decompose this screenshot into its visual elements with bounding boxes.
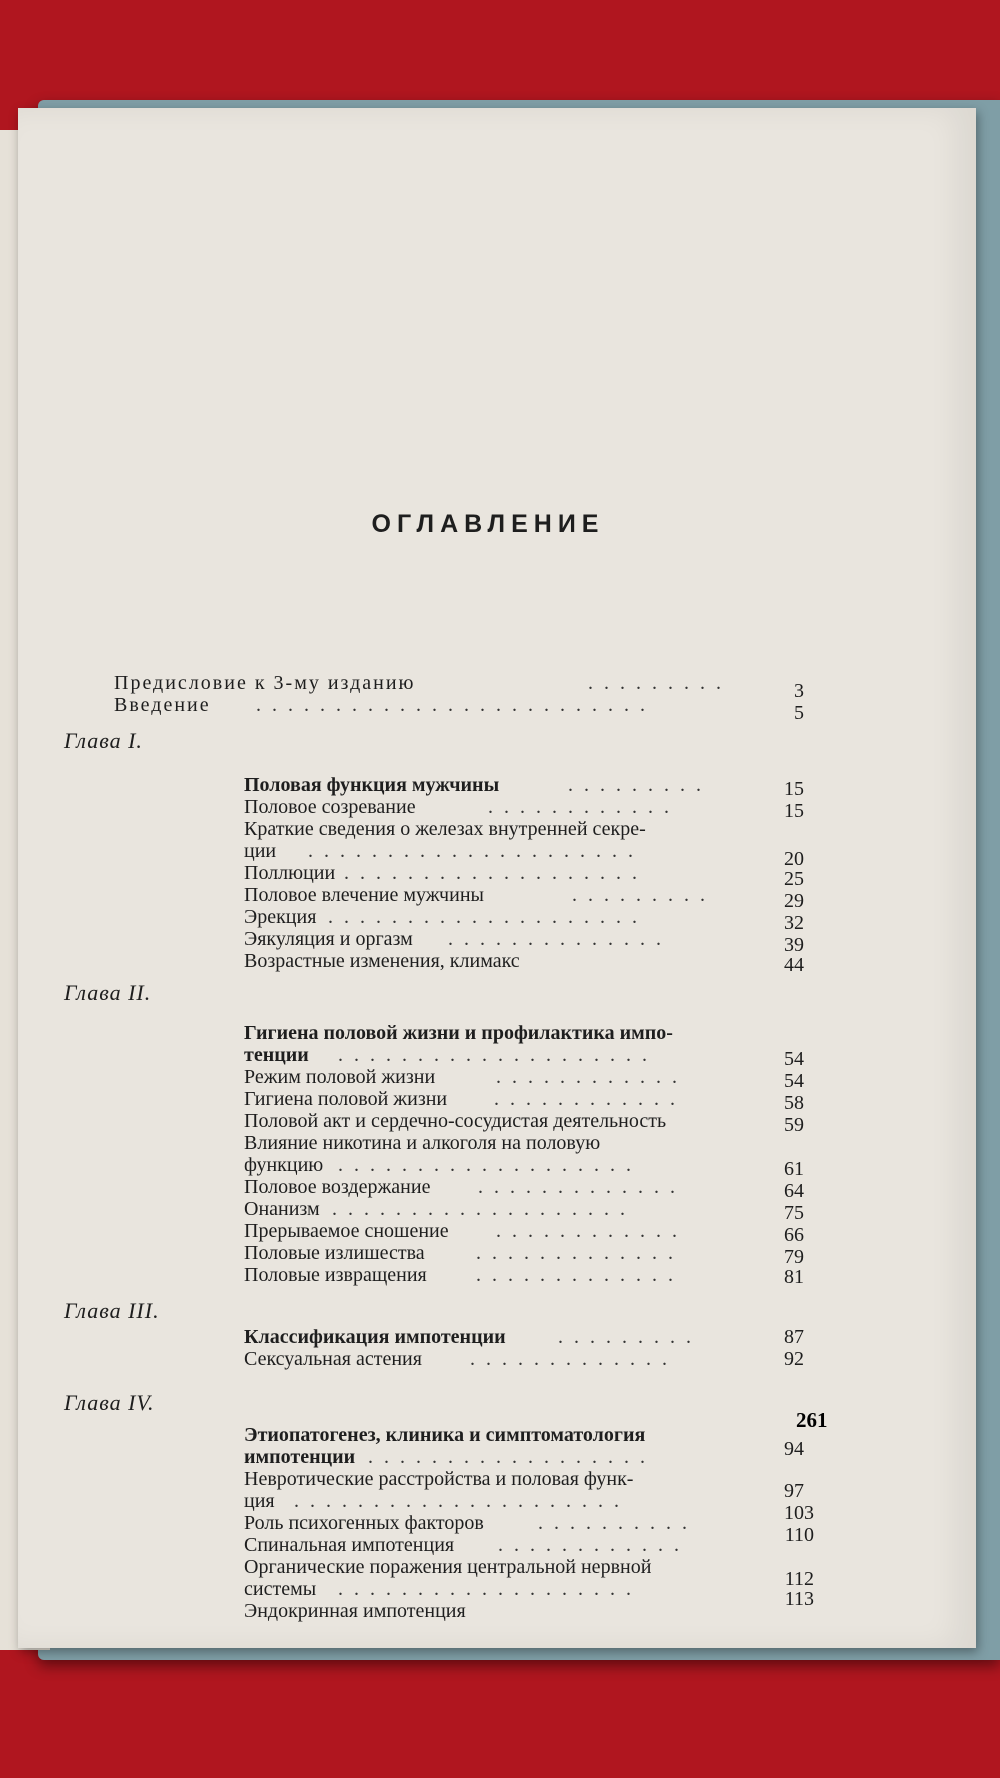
- toc-entry: Половое воздержание: [244, 1176, 431, 1198]
- toc-entry: Органические поражения центральной нервной: [244, 1556, 652, 1578]
- toc-page-number: 44: [784, 954, 804, 976]
- leader-dots: ....................: [338, 1044, 658, 1066]
- toc-page-number: 87: [784, 1326, 804, 1348]
- leader-dots: .....................: [308, 840, 644, 862]
- leader-dots: .............: [476, 1242, 684, 1264]
- leader-dots: ...................: [332, 1198, 636, 1220]
- toc-page-number: 75: [784, 1202, 804, 1224]
- toc-page-number: 54: [784, 1070, 804, 1092]
- toc-page-number: 92: [784, 1348, 804, 1370]
- book-page: [18, 108, 976, 1648]
- toc-page-number: 112: [784, 1568, 814, 1590]
- leader-dots: ...................: [338, 1578, 642, 1600]
- toc-entry: Введение: [114, 694, 211, 716]
- toc-page-number: 59: [784, 1114, 804, 1136]
- leader-dots: .............: [478, 1176, 686, 1198]
- leader-dots: .............: [476, 1264, 684, 1286]
- toc-entry: Предисловие к 3-му изданию: [114, 672, 416, 694]
- toc-page-number: 15: [784, 800, 804, 822]
- toc-entry-continuation: импотенции: [244, 1446, 356, 1468]
- toc-page-number: 29: [784, 890, 804, 912]
- toc-entry: Эрекция: [244, 906, 317, 928]
- leader-dots: ....................: [328, 906, 648, 928]
- leader-dots: ............: [496, 1066, 688, 1088]
- toc-entry: Эндокринная импотенция: [244, 1600, 466, 1622]
- toc-entry-continuation: тенции: [244, 1044, 309, 1066]
- toc-page-number: 32: [784, 912, 804, 934]
- toc-entry: Гигиена половой жизни и профилактика импо-: [244, 1022, 673, 1044]
- toc-entry: Гигиена половой жизни: [244, 1088, 448, 1110]
- leader-dots: .........: [558, 1326, 702, 1348]
- toc-entry: Эякуляция и оргазм: [244, 928, 413, 950]
- toc-entry: Краткие сведения о железах внутренней секре-: [244, 818, 646, 840]
- toc-page-number: 15: [784, 778, 804, 800]
- toc-entry: Этиопатогенез, клиника и симптоматология: [244, 1424, 646, 1446]
- leader-dots: .....................: [294, 1490, 630, 1512]
- toc-entry: Режим половой жизни: [244, 1066, 436, 1088]
- toc-page-number: 20: [784, 848, 804, 870]
- toc-entry-continuation: системы: [244, 1578, 317, 1600]
- page-title: ОГЛАВЛЕНИЕ: [371, 510, 605, 538]
- leader-dots: .........................: [256, 694, 656, 716]
- toc-entry: Спинальная импотенция: [244, 1534, 455, 1556]
- toc-page-number: 97: [784, 1480, 804, 1502]
- toc-entry: Роль психогенных факторов: [244, 1512, 484, 1534]
- toc-entry: Классификация импотенции: [244, 1326, 506, 1348]
- toc-page-number: 64: [784, 1180, 804, 1202]
- toc-page-number: 39: [784, 934, 804, 956]
- toc-page-number: 54: [784, 1048, 804, 1070]
- leader-dots: .........: [572, 884, 716, 906]
- toc-entry: Половые извращения: [244, 1264, 427, 1286]
- toc-page-number: 25: [784, 868, 804, 890]
- toc-entry: Невротические расстройства и половая функ-: [244, 1468, 634, 1490]
- toc-page-number: 81: [784, 1266, 804, 1288]
- leader-dots: ..............: [448, 928, 672, 950]
- toc-entry: Сексуальная астения: [244, 1348, 422, 1370]
- leader-dots: .........: [568, 774, 712, 796]
- toc-page-number: 5: [794, 702, 804, 724]
- toc-entry-continuation: функцию: [244, 1154, 324, 1176]
- toc-entry: Половое созревание: [244, 796, 416, 818]
- leader-dots: ...................: [344, 862, 648, 884]
- toc-entry-continuation: ция: [244, 1490, 275, 1512]
- leader-dots: ............: [498, 1534, 690, 1556]
- toc-page-number: 66: [784, 1224, 804, 1246]
- toc-page-number: 94: [784, 1438, 804, 1460]
- page-number: 261: [796, 1408, 828, 1432]
- leader-dots: ..........: [538, 1512, 698, 1534]
- chapter-heading: Глава I.: [64, 728, 143, 753]
- toc-entry: Онанизм: [244, 1198, 320, 1220]
- chapter-heading: Глава IV.: [64, 1390, 155, 1415]
- toc-page-number: 3: [794, 680, 804, 702]
- leader-dots: ............: [494, 1088, 686, 1110]
- toc-entry: Половое влечение мужчины: [244, 884, 484, 906]
- toc-entry: Половая функция мужчины: [244, 774, 500, 796]
- toc-entry: Возрастные изменения, климакс: [244, 950, 520, 972]
- toc-entry: Половой акт и сердечно-сосудистая деятельность: [244, 1110, 667, 1132]
- toc-page-number: 103: [784, 1502, 814, 1524]
- toc-entry: Прерываемое сношение: [244, 1220, 449, 1242]
- leader-dots: ............: [496, 1220, 688, 1242]
- toc-entry: Влияние никотина и алкоголя на половую: [244, 1132, 601, 1154]
- toc-entry: Половые излишества: [244, 1242, 425, 1264]
- toc-entry: Поллюции: [244, 862, 336, 884]
- leader-dots: .........: [588, 672, 732, 694]
- leader-dots: ..................: [368, 1446, 656, 1468]
- chapter-heading: Глава III.: [64, 1298, 160, 1323]
- leader-dots: .............: [470, 1348, 678, 1370]
- chapter-heading: Глава II.: [64, 980, 152, 1005]
- toc-entry-continuation: ции: [244, 840, 277, 862]
- toc-page-number: 79: [784, 1246, 804, 1268]
- toc-page-number: 61: [784, 1158, 804, 1180]
- leader-dots: ............: [488, 796, 680, 818]
- toc-page-number: 58: [784, 1092, 804, 1114]
- leader-dots: ...................: [338, 1154, 642, 1176]
- toc-page-number: 113: [784, 1588, 814, 1610]
- toc-page-number: 110: [784, 1524, 814, 1546]
